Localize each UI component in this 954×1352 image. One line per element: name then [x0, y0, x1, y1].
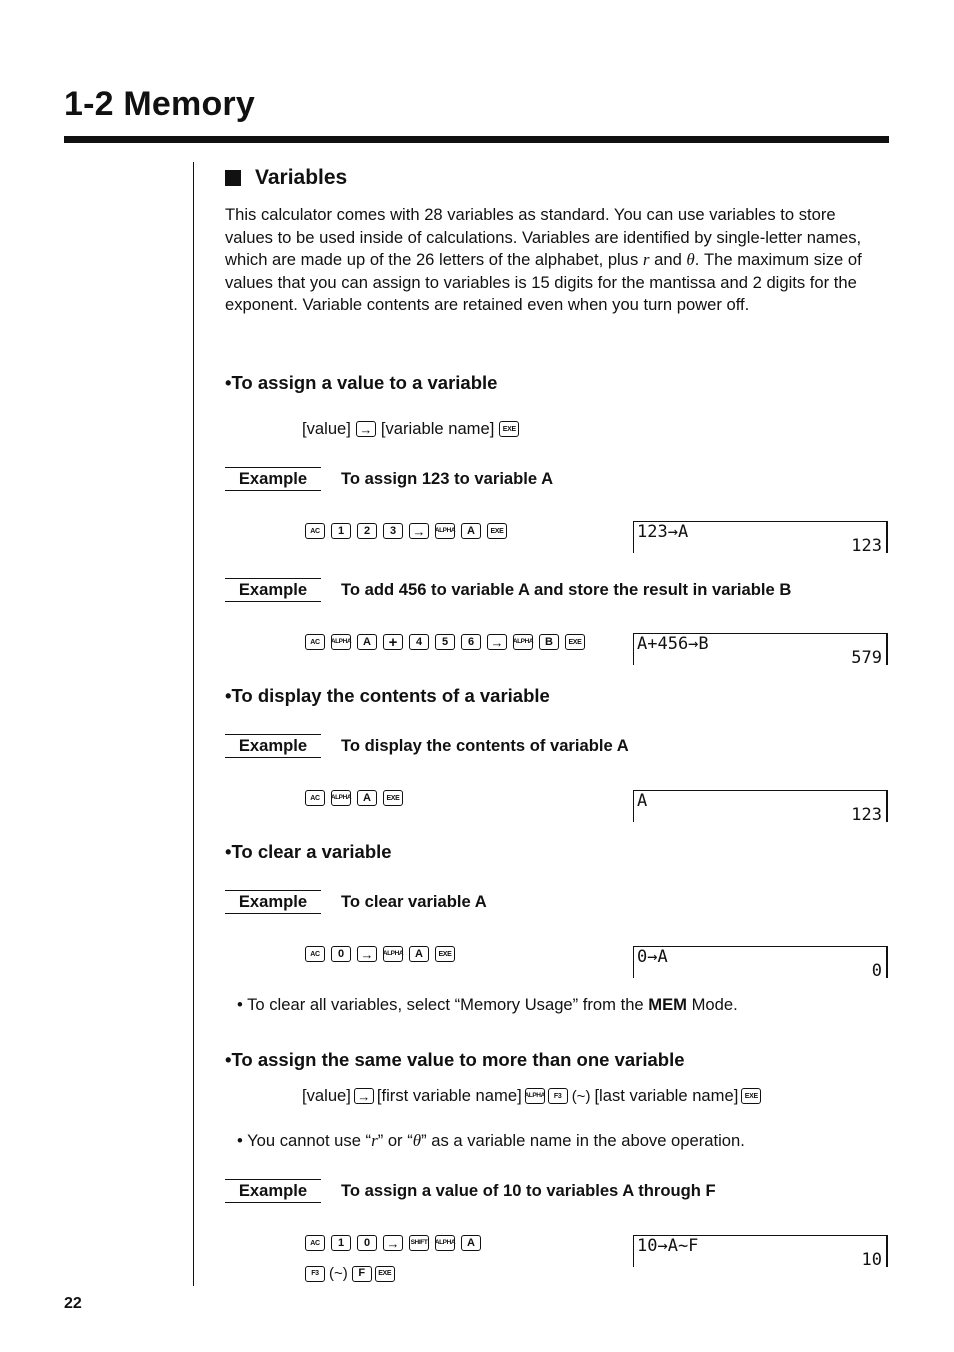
exe-key-icon: EXE: [565, 634, 585, 650]
example-text: To assign a value of 10 to variables A through F: [341, 1181, 716, 1200]
example-label: Example: [225, 578, 321, 602]
example-label: Example: [225, 890, 321, 914]
key-0-icon: 0: [331, 946, 351, 962]
key-3-icon: 3: [383, 523, 403, 539]
calculator-screen: [633, 946, 888, 981]
var-r: r: [642, 250, 650, 270]
syntax-first-name: [first variable name]: [376, 1086, 522, 1105]
alpha-key-icon: ALPHA: [435, 523, 455, 539]
store-arrow-key-icon: →: [356, 421, 376, 437]
mem-mode-label: MEM: [648, 995, 687, 1014]
screen-input: 10→A~F: [637, 1236, 699, 1256]
example-4: [225, 889, 487, 915]
exe-key-icon: EXE: [741, 1088, 761, 1104]
store-arrow-key-icon: →: [383, 1235, 403, 1251]
multi-syntax: [302, 1086, 761, 1106]
exe-key-icon: EXE: [383, 790, 403, 806]
calculator-screen: [633, 521, 888, 556]
note-text: • You cannot use “: [237, 1131, 372, 1150]
example-5-keys-line-1: [305, 1235, 481, 1251]
var-r: r: [371, 1131, 378, 1150]
alpha-key-icon: ALPHA: [525, 1088, 545, 1104]
example-label: Example: [225, 1179, 321, 1203]
key-0-icon: 0: [357, 1235, 377, 1251]
key-1-icon: 1: [331, 1235, 351, 1251]
page-number: 22: [64, 1295, 82, 1312]
calculator-screen: [633, 633, 888, 668]
note-text: Mode.: [687, 995, 738, 1014]
example-1-keys: [305, 523, 507, 539]
side-rule: [193, 162, 194, 1286]
f3-key-icon: F3: [548, 1088, 568, 1104]
note-text: ” as a variable name in the above operation.: [421, 1131, 745, 1150]
square-bullet-icon: [225, 170, 241, 186]
intro-paragraph: [225, 204, 885, 317]
syntax-value: [value]: [302, 419, 351, 438]
intro-text-2: . The maximum size of values that you can assign to variables is 15 digits for the mantissa and 2 digits for the exponent. Variable contents are retained even when you turn power off.: [225, 250, 862, 315]
alpha-key-icon: ALPHA: [513, 634, 533, 650]
key-b-icon: B: [539, 634, 559, 650]
screen-input: A: [637, 791, 648, 811]
example-5-keys-line-2: [305, 1265, 395, 1282]
section-heading: [225, 166, 347, 190]
screen-result: 0: [871, 961, 882, 981]
intro-and: and: [649, 250, 687, 270]
store-arrow-key-icon: →: [354, 1088, 374, 1104]
ac-key-icon: AC: [305, 946, 325, 962]
example-text: To display the contents of variable A: [341, 736, 629, 755]
var-theta: θ: [412, 1131, 422, 1150]
assign-syntax: [302, 419, 519, 439]
exe-key-icon: EXE: [375, 1266, 395, 1282]
assign-heading: •To assign a value to a variable: [225, 372, 498, 393]
ac-key-icon: AC: [305, 523, 325, 539]
alpha-key-icon: ALPHA: [331, 634, 351, 650]
syntax-last-name: [last variable name]: [594, 1086, 739, 1105]
screen-input: A+456→B: [637, 634, 709, 654]
tilde-label: (~): [329, 1265, 348, 1282]
alpha-key-icon: ALPHA: [331, 790, 351, 806]
screen-result: 579: [851, 648, 882, 668]
multi-heading: •To assign the same value to more than one variable: [225, 1049, 685, 1070]
chapter-title: 1-2 Memory: [64, 85, 255, 123]
key-5-icon: 5: [435, 634, 455, 650]
store-arrow-key-icon: →: [357, 946, 377, 962]
screen-input: 0→A: [637, 947, 668, 967]
key-a-icon: A: [357, 790, 377, 806]
ac-key-icon: AC: [305, 1235, 325, 1251]
key-a-icon: A: [461, 523, 481, 539]
plus-key-icon: +: [383, 634, 403, 650]
example-text: To add 456 to variable A and store the result in variable B: [341, 580, 792, 599]
shift-key-icon: SHIFT: [409, 1235, 429, 1251]
var-theta: θ: [686, 250, 695, 270]
syntax-value: [value]: [302, 1086, 351, 1105]
key-2-icon: 2: [357, 523, 377, 539]
exe-key-icon: EXE: [487, 523, 507, 539]
example-5: [225, 1178, 716, 1204]
alpha-key-icon: ALPHA: [383, 946, 403, 962]
example-label: Example: [225, 734, 321, 758]
r-theta-note: [237, 1131, 745, 1151]
example-3: [225, 733, 629, 759]
clear-heading: •To clear a variable: [225, 841, 392, 862]
example-text: To clear variable A: [341, 892, 487, 911]
key-1-icon: 1: [331, 523, 351, 539]
f3-key-icon: F3: [305, 1266, 325, 1282]
screen-result: 123: [851, 805, 882, 825]
section-title: Variables: [255, 166, 348, 189]
key-a-icon: A: [409, 946, 429, 962]
example-3-keys: [305, 790, 403, 806]
example-label: Example: [225, 467, 321, 491]
exe-key-icon: EXE: [435, 946, 455, 962]
key-f-icon: F: [352, 1266, 372, 1282]
note-text: • To clear all variables, select “Memory Usage” from the: [237, 995, 649, 1014]
screen-result: 10: [861, 1250, 882, 1270]
display-heading: •To display the contents of a variable: [225, 685, 550, 706]
key-6-icon: 6: [461, 634, 481, 650]
screen-input: 123→A: [637, 522, 689, 542]
example-text: To assign 123 to variable A: [341, 469, 554, 488]
store-arrow-key-icon: →: [487, 634, 507, 650]
calculator-screen: [633, 1235, 888, 1270]
example-2-keys: [305, 634, 585, 650]
ac-key-icon: AC: [305, 790, 325, 806]
key-a-icon: A: [357, 634, 377, 650]
alpha-key-icon: ALPHA: [435, 1235, 455, 1251]
example-2: [225, 577, 791, 603]
syntax-variable-name: [variable name]: [380, 419, 495, 438]
calculator-screen: [633, 790, 888, 825]
key-4-icon: 4: [409, 634, 429, 650]
note-text: ” or “: [377, 1131, 413, 1150]
store-arrow-key-icon: →: [409, 523, 429, 539]
intro-text-1: This calculator comes with 28 variables as standard. You can use variables to store values to be used inside of calculations. Variables are identified by single-letter names, which are made up of the 26 letters of the alphabet, plus: [225, 205, 862, 270]
screen-result: 123: [851, 536, 882, 556]
example-4-keys: [305, 946, 455, 962]
title-rule: [64, 136, 889, 143]
example-1: [225, 466, 553, 492]
tilde-label: (~): [571, 1087, 591, 1105]
key-a-icon: A: [461, 1235, 481, 1251]
clear-all-note: [237, 995, 738, 1015]
ac-key-icon: AC: [305, 634, 325, 650]
exe-key-icon: EXE: [499, 421, 519, 437]
